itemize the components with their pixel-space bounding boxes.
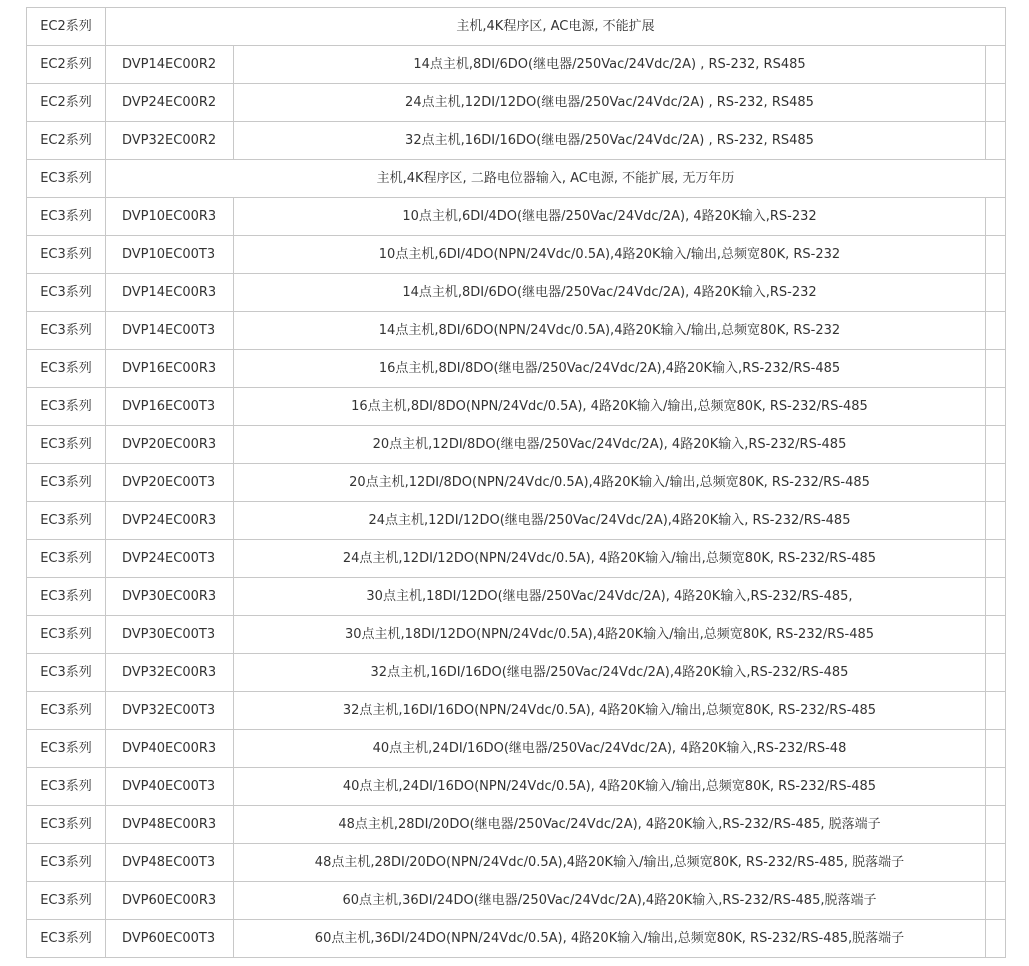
model-cell: DVP24EC00R3 <box>106 502 234 540</box>
series-cell: EC3系列 <box>27 578 106 616</box>
empty-cell <box>985 768 1005 806</box>
series-cell: EC3系列 <box>27 350 106 388</box>
description-cell: 32点主机,16DI/16DO(继电器/250Vac/24Vdc/2A),4路20K输入,RS-232/RS-485 <box>234 654 986 692</box>
table-row <box>27 654 1006 692</box>
table-row <box>27 274 1006 312</box>
description-cell: 32点主机,16DI/16DO(NPN/24Vdc/0.5A), 4路20K输入/输出,总频宽80K, RS-232/RS-485 <box>234 692 986 730</box>
series-cell: EC3系列 <box>27 274 106 312</box>
description-cell: 30点主机,18DI/12DO(继电器/250Vac/24Vdc/2A), 4路20K输入,RS-232/RS-485, <box>234 578 986 616</box>
table-row <box>27 464 1006 502</box>
description-cell: 10点主机,6DI/4DO(NPN/24Vdc/0.5A),4路20K输入/输出,总频宽80K, RS-232 <box>234 236 986 274</box>
series-cell: EC3系列 <box>27 844 106 882</box>
table-row <box>27 882 1006 920</box>
description-cell: 60点主机,36DI/24DO(NPN/24Vdc/0.5A), 4路20K输入/输出,总频宽80K, RS-232/RS-485,脱落端子 <box>234 920 986 958</box>
table-row <box>27 616 1006 654</box>
series-cell: EC3系列 <box>27 920 106 958</box>
series-cell: EC3系列 <box>27 388 106 426</box>
model-cell: DVP40EC00R3 <box>106 730 234 768</box>
empty-cell <box>985 920 1005 958</box>
empty-cell <box>985 426 1005 464</box>
description-cell: 16点主机,8DI/8DO(继电器/250Vac/24Vdc/2A),4路20K输入,RS-232/RS-485 <box>234 350 986 388</box>
table-row <box>27 84 1006 122</box>
empty-cell <box>985 692 1005 730</box>
table-row <box>27 920 1006 958</box>
model-cell: DVP30EC00R3 <box>106 578 234 616</box>
series-cell: EC3系列 <box>27 464 106 502</box>
empty-cell <box>985 274 1005 312</box>
model-cell: DVP20EC00T3 <box>106 464 234 502</box>
table-row <box>27 692 1006 730</box>
series-description-cell: 主机,4K程序区, AC电源, 不能扩展 <box>106 8 1006 46</box>
table-row <box>27 768 1006 806</box>
table-row <box>27 388 1006 426</box>
model-cell: DVP14EC00R2 <box>106 46 234 84</box>
model-cell: DVP16EC00R3 <box>106 350 234 388</box>
model-cell: DVP24EC00R2 <box>106 84 234 122</box>
empty-cell <box>985 122 1005 160</box>
description-cell: 24点主机,12DI/12DO(继电器/250Vac/24Vdc/2A) , RS-232, RS485 <box>234 84 986 122</box>
product-spec-table <box>26 7 1006 958</box>
model-cell: DVP10EC00T3 <box>106 236 234 274</box>
empty-cell <box>985 388 1005 426</box>
description-cell: 32点主机,16DI/16DO(继电器/250Vac/24Vdc/2A) , RS-232, RS485 <box>234 122 986 160</box>
spec-table-body <box>27 8 1006 958</box>
empty-cell <box>985 844 1005 882</box>
series-cell: EC3系列 <box>27 312 106 350</box>
table-row <box>27 426 1006 464</box>
description-cell: 14点主机,8DI/6DO(继电器/250Vac/24Vdc/2A), 4路20K输入,RS-232 <box>234 274 986 312</box>
series-cell: EC2系列 <box>27 122 106 160</box>
model-cell: DVP48EC00T3 <box>106 844 234 882</box>
series-cell: EC3系列 <box>27 616 106 654</box>
series-cell: EC2系列 <box>27 46 106 84</box>
description-cell: 24点主机,12DI/12DO(继电器/250Vac/24Vdc/2A),4路20K输入, RS-232/RS-485 <box>234 502 986 540</box>
empty-cell <box>985 46 1005 84</box>
model-cell: DVP60EC00R3 <box>106 882 234 920</box>
series-description-cell: 主机,4K程序区, 二路电位器输入, AC电源, 不能扩展, 无万年历 <box>106 160 1006 198</box>
model-cell: DVP40EC00T3 <box>106 768 234 806</box>
empty-cell <box>985 236 1005 274</box>
model-cell: DVP32EC00R3 <box>106 654 234 692</box>
description-cell: 40点主机,24DI/16DO(NPN/24Vdc/0.5A), 4路20K输入/输出,总频宽80K, RS-232/RS-485 <box>234 768 986 806</box>
series-cell: EC3系列 <box>27 806 106 844</box>
series-cell: EC3系列 <box>27 882 106 920</box>
series-cell: EC3系列 <box>27 654 106 692</box>
table-row <box>27 350 1006 388</box>
table-row <box>27 578 1006 616</box>
empty-cell <box>985 616 1005 654</box>
model-cell: DVP30EC00T3 <box>106 616 234 654</box>
empty-cell <box>985 502 1005 540</box>
series-cell: EC2系列 <box>27 84 106 122</box>
table-row <box>27 540 1006 578</box>
empty-cell <box>985 578 1005 616</box>
table-row <box>27 502 1006 540</box>
description-cell: 30点主机,18DI/12DO(NPN/24Vdc/0.5A),4路20K输入/输出,总频宽80K, RS-232/RS-485 <box>234 616 986 654</box>
empty-cell <box>985 350 1005 388</box>
empty-cell <box>985 882 1005 920</box>
series-cell: EC2系列 <box>27 8 106 46</box>
series-header-row <box>27 8 1006 46</box>
description-cell: 48点主机,28DI/20DO(NPN/24Vdc/0.5A),4路20K输入/输出,总频宽80K, RS-232/RS-485, 脱落端子 <box>234 844 986 882</box>
empty-cell <box>985 730 1005 768</box>
description-cell: 20点主机,12DI/8DO(NPN/24Vdc/0.5A),4路20K输入/输出,总频宽80K, RS-232/RS-485 <box>234 464 986 502</box>
model-cell: DVP10EC00R3 <box>106 198 234 236</box>
description-cell: 14点主机,8DI/6DO(NPN/24Vdc/0.5A),4路20K输入/输出,总频宽80K, RS-232 <box>234 312 986 350</box>
table-row <box>27 122 1006 160</box>
model-cell: DVP14EC00T3 <box>106 312 234 350</box>
empty-cell <box>985 84 1005 122</box>
series-cell: EC3系列 <box>27 768 106 806</box>
model-cell: DVP32EC00R2 <box>106 122 234 160</box>
series-cell: EC3系列 <box>27 692 106 730</box>
description-cell: 20点主机,12DI/8DO(继电器/250Vac/24Vdc/2A), 4路20K输入,RS-232/RS-485 <box>234 426 986 464</box>
empty-cell <box>985 806 1005 844</box>
series-cell: EC3系列 <box>27 160 106 198</box>
table-row <box>27 806 1006 844</box>
empty-cell <box>985 312 1005 350</box>
model-cell: DVP16EC00T3 <box>106 388 234 426</box>
table-row <box>27 312 1006 350</box>
empty-cell <box>985 198 1005 236</box>
table-row <box>27 198 1006 236</box>
empty-cell <box>985 464 1005 502</box>
model-cell: DVP32EC00T3 <box>106 692 234 730</box>
empty-cell <box>985 540 1005 578</box>
description-cell: 24点主机,12DI/12DO(NPN/24Vdc/0.5A), 4路20K输入/输出,总频宽80K, RS-232/RS-485 <box>234 540 986 578</box>
series-cell: EC3系列 <box>27 540 106 578</box>
model-cell: DVP48EC00R3 <box>106 806 234 844</box>
model-cell: DVP60EC00T3 <box>106 920 234 958</box>
table-row <box>27 236 1006 274</box>
series-cell: EC3系列 <box>27 730 106 768</box>
description-cell: 10点主机,6DI/4DO(继电器/250Vac/24Vdc/2A), 4路20K输入,RS-232 <box>234 198 986 236</box>
series-cell: EC3系列 <box>27 198 106 236</box>
model-cell: DVP14EC00R3 <box>106 274 234 312</box>
table-row <box>27 730 1006 768</box>
description-cell: 48点主机,28DI/20DO(继电器/250Vac/24Vdc/2A), 4路20K输入,RS-232/RS-485, 脱落端子 <box>234 806 986 844</box>
description-cell: 60点主机,36DI/24DO(继电器/250Vac/24Vdc/2A),4路20K输入,RS-232/RS-485,脱落端子 <box>234 882 986 920</box>
table-row <box>27 844 1006 882</box>
table-row <box>27 46 1006 84</box>
model-cell: DVP20EC00R3 <box>106 426 234 464</box>
series-header-row <box>27 160 1006 198</box>
series-cell: EC3系列 <box>27 236 106 274</box>
description-cell: 14点主机,8DI/6DO(继电器/250Vac/24Vdc/2A) , RS-232, RS485 <box>234 46 986 84</box>
series-cell: EC3系列 <box>27 426 106 464</box>
series-cell: EC3系列 <box>27 502 106 540</box>
description-cell: 40点主机,24DI/16DO(继电器/250Vac/24Vdc/2A), 4路20K输入,RS-232/RS-48 <box>234 730 986 768</box>
model-cell: DVP24EC00T3 <box>106 540 234 578</box>
empty-cell <box>985 654 1005 692</box>
description-cell: 16点主机,8DI/8DO(NPN/24Vdc/0.5A), 4路20K输入/输出,总频宽80K, RS-232/RS-485 <box>234 388 986 426</box>
